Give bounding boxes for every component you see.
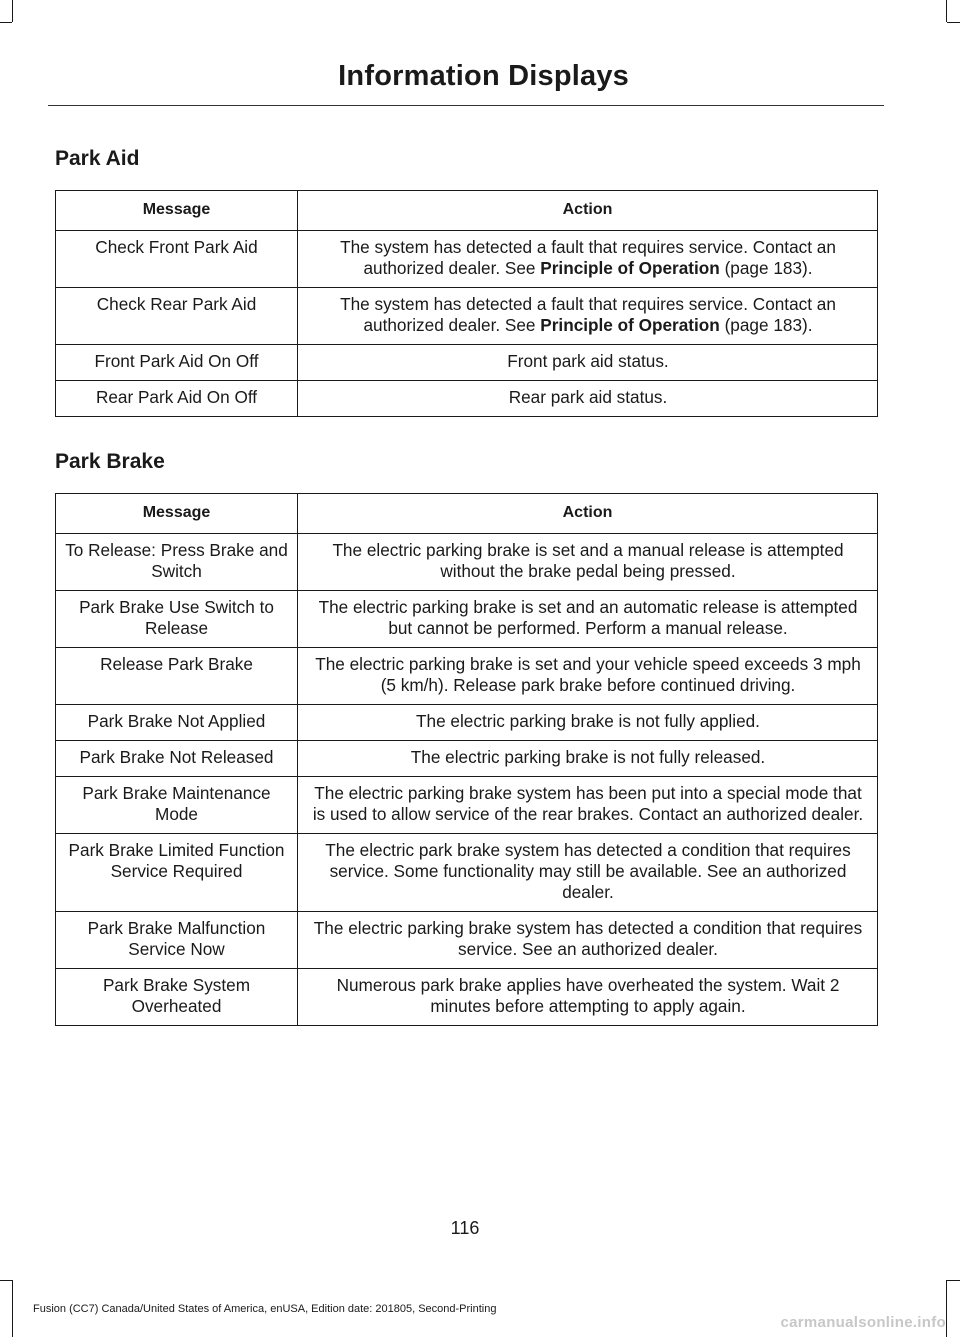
footer-edition-info: Fusion (CC7) Canada/United States of America, enUSA, Edition date: 201805, Second-Printing xyxy=(33,1303,497,1315)
column-header-message: Message xyxy=(56,494,298,534)
crop-mark xyxy=(12,0,13,22)
table-row xyxy=(56,834,878,912)
action-cell: The electric parking brake is not fully released. xyxy=(298,741,878,777)
page-reference: (page 183). xyxy=(719,315,813,335)
table-row xyxy=(56,345,878,381)
action-cell: The electric parking brake system has been put into a special mode that is used to allow service of the rear brakes. Contact an authorized dealer. xyxy=(298,777,878,834)
message-cell: Park Brake Not Applied xyxy=(56,705,298,741)
table-row xyxy=(56,705,878,741)
table-row xyxy=(56,381,878,417)
action-cell: The electric parking brake system has detected a condition that requires service. See an authorized dealer. xyxy=(298,912,878,969)
action-cell: The electric park brake system has detected a condition that requires service. Some functionality may still be available. See an authorized dealer. xyxy=(298,834,878,912)
message-cell: Park Brake Not Released xyxy=(56,741,298,777)
crop-mark xyxy=(946,1280,947,1337)
message-cell: Park Brake Maintenance Mode xyxy=(56,777,298,834)
action-cell: Front park aid status. xyxy=(298,345,878,381)
message-cell: Check Rear Park Aid xyxy=(56,288,298,345)
message-cell: Check Front Park Aid xyxy=(56,231,298,288)
section-title-park-brake: Park Brake xyxy=(55,450,165,473)
message-cell: Park Brake System Overheated xyxy=(56,969,298,1026)
page-number: 116 xyxy=(450,1218,480,1238)
crop-mark xyxy=(0,22,12,23)
action-cell: The electric parking brake is not fully applied. xyxy=(298,705,878,741)
message-cell: To Release: Press Brake and Switch xyxy=(56,534,298,591)
message-cell: Park Brake Use Switch to Release xyxy=(56,591,298,648)
message-cell: Front Park Aid On Off xyxy=(56,345,298,381)
message-cell: Release Park Brake xyxy=(56,648,298,705)
action-cell: The electric parking brake is set and an automatic release is attempted but cannot be performed. Perform a manual release. xyxy=(298,591,878,648)
page-reference: (page 183). xyxy=(719,258,813,278)
crop-mark xyxy=(946,0,947,22)
table-row xyxy=(56,288,878,345)
table-row xyxy=(56,231,878,288)
message-cell: Rear Park Aid On Off xyxy=(56,381,298,417)
crop-mark xyxy=(947,22,960,23)
watermark: carmanualsonline.info xyxy=(780,1314,946,1331)
page-header-title: Information Displays xyxy=(338,60,629,92)
message-cell: Park Brake Limited Function Service Required xyxy=(56,834,298,912)
action-cell: Numerous park brake applies have overheated the system. Wait 2 minutes before attempting to apply again. xyxy=(298,969,878,1026)
crop-mark xyxy=(0,1280,12,1281)
action-cell: The electric parking brake is set and your vehicle speed exceeds 3 mph (5 km/h). Release park brake before continued driving. xyxy=(298,648,878,705)
table-row xyxy=(56,912,878,969)
table-row xyxy=(56,591,878,648)
table-row xyxy=(56,777,878,834)
column-header-action: Action xyxy=(298,494,878,534)
table-row xyxy=(56,648,878,705)
action-text: The system has detected a fault that requires service. Contact an authorized dealer. See xyxy=(340,237,836,278)
table-header-row xyxy=(56,191,878,231)
table-row xyxy=(56,534,878,591)
table-header-row xyxy=(56,494,878,534)
action-cell: The electric parking brake is set and a manual release is attempted without the brake pedal being pressed. xyxy=(298,534,878,591)
section-title-park-aid: Park Aid xyxy=(55,147,140,170)
table-row xyxy=(56,969,878,1026)
action-cell: Rear park aid status. xyxy=(298,381,878,417)
park-brake-table xyxy=(55,493,878,1026)
message-cell: Park Brake Malfunction Service Now xyxy=(56,912,298,969)
action-text: The system has detected a fault that requires service. Contact an authorized dealer. See xyxy=(340,294,836,335)
crop-mark xyxy=(947,1280,960,1281)
column-header-message: Message xyxy=(56,191,298,231)
column-header-action: Action xyxy=(298,191,878,231)
crop-mark xyxy=(12,1280,13,1337)
table-row xyxy=(56,741,878,777)
action-cell xyxy=(298,231,878,288)
park-aid-table xyxy=(55,190,878,417)
cross-reference-link[interactable]: Principle of Operation xyxy=(540,258,720,278)
header-divider xyxy=(48,105,884,106)
action-cell xyxy=(298,288,878,345)
cross-reference-link[interactable]: Principle of Operation xyxy=(540,315,720,335)
